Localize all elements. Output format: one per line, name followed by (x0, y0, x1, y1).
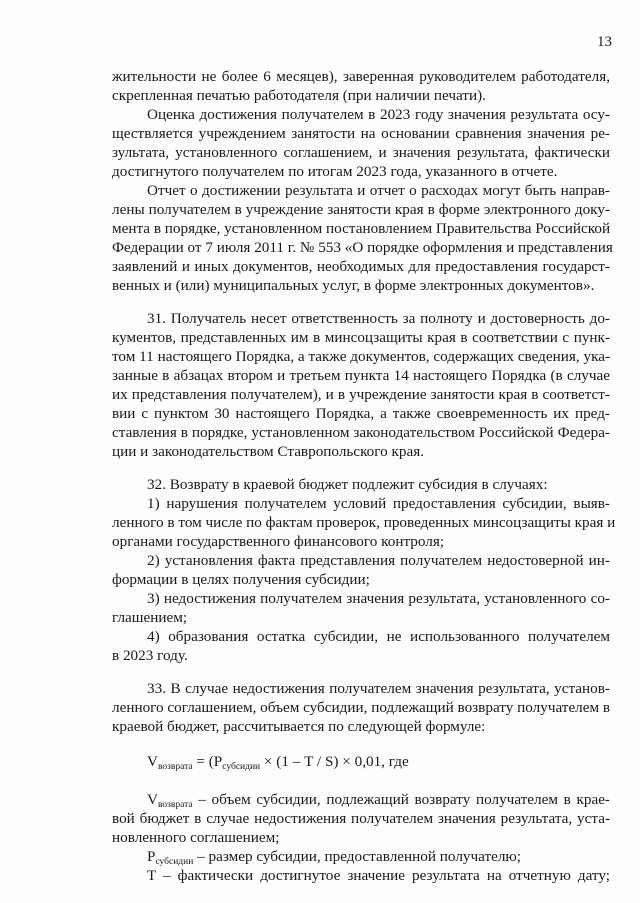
text-line: ленного соглашением, объем субсидии, подлежащий возврату получателем в (112, 699, 611, 716)
text-line: жительности не более 6 месяцев), заверенная руководителем работодателя, (112, 68, 610, 85)
text-line: новленного соглашением; (112, 829, 280, 846)
definition-t (112, 866, 610, 885)
text-line: глашением; (112, 609, 188, 626)
list-item (112, 494, 616, 551)
text-line: органами государственного финансового контроля; (112, 533, 445, 550)
text-line: 4) образования остатка субсидии, не использованного получателем (147, 628, 610, 645)
text-line: формации в целях получения субсидии; (112, 571, 370, 588)
text-line: их представления получателем), и в учреждение занятости края в соответст- (112, 386, 610, 403)
text-line: 31. Получатель несет ответственность за полноту и достоверность до- (147, 310, 610, 327)
formula-gap (112, 736, 610, 752)
def-v-symbol: V (147, 791, 158, 808)
text-line: скрепленная печатью работодателя (при наличии печати). (112, 87, 486, 104)
text-line: достигнутого получателем по итогам 2023 года, указанного в отчете. (112, 163, 558, 180)
list-item (112, 589, 610, 627)
text-line: ции и законодательством Ставропольского края. (112, 443, 425, 460)
text-line: заявлений и иных документов, необходимых для предоставления государст- (112, 258, 610, 275)
text-line (112, 847, 610, 866)
formula-rest: × (1 – T / S) × 0,01, где (260, 753, 409, 770)
text-line: 2) установления факта представления получателем недостоверной ин- (147, 552, 610, 569)
paragraph-continuation (112, 67, 610, 105)
text-line: занные в абзацах втором и третьем пункта 14 настоящего Порядка (в случае (112, 367, 610, 384)
def-v-text: – объем субсидии, подлежащий возврату получателем в крае- (192, 791, 610, 808)
text-line: мента в порядке, установленном постановлением Правительства Российской (112, 220, 611, 237)
text-line: зультата, установленного соглашением, и значения результата, фактически (112, 144, 610, 161)
formula-v-subscript: возврата (157, 762, 193, 772)
text-line: ленного в том числе по фактам проверок, проведенных минсоцзащиты края и (112, 514, 616, 531)
list-item (112, 551, 610, 589)
paragraph-32 (112, 475, 616, 665)
refund-formula (112, 752, 610, 774)
list-item (112, 627, 610, 665)
text-line: 1) нарушения получателем условий предоставления субсидии, выяв- (147, 495, 610, 512)
text-line: кументов, представленных им в минсоцзащиты края в соответствии с пунк- (112, 329, 610, 346)
paragraph-gap (112, 295, 610, 309)
formula-equals: = (P (192, 753, 223, 770)
paragraph-31 (112, 309, 610, 461)
paragraph-report (112, 181, 613, 295)
text-line: венных и (или) муниципальных услуг, в форме электронных документов». (112, 277, 595, 294)
def-v-subscript: возврата (157, 800, 193, 810)
definition-p (112, 847, 610, 866)
paragraph-gap (112, 461, 610, 475)
def-p-symbol: P (147, 848, 156, 865)
text-line: том 11 настоящего Порядка, а также документов, содержащих сведения, ука- (112, 348, 611, 365)
text-line: 32. Возврату в краевой бюджет подлежит субсидия в случаях: (147, 476, 548, 493)
def-p-subscript: субсидии (155, 857, 194, 867)
text-line: T – фактически достигнутое значение результата на отчетную дату; (147, 867, 610, 884)
text-line (112, 790, 610, 809)
document-body (112, 67, 616, 885)
page-number: 13 (597, 34, 612, 50)
text-line: лены получателем в учреждение занятости края в форме электронного доку- (112, 201, 610, 218)
text-line: 33. В случае недостижения получателем значения результата, установ- (147, 680, 610, 697)
formula-gap (112, 774, 610, 790)
text-line: 3) недостижения получателем значения результата, установленного со- (147, 590, 610, 607)
paragraph-gap (112, 665, 610, 679)
text-line: краевой бюджет, рассчитывается по следующей формуле: (112, 718, 486, 735)
text-line: ществляется учреждением занятости на основании сравнения значения ре- (112, 125, 610, 142)
formula-v: V (147, 753, 158, 770)
text-line: вии с пунктом 30 настоящего Порядка, а также своевременность их пред- (112, 405, 610, 422)
definition-v (112, 790, 610, 847)
paragraph-33 (112, 679, 610, 736)
text-line: ставления в порядке, установленном законодательством Российской Федера- (112, 424, 610, 441)
paragraph-assessment (112, 105, 610, 181)
text-line: вой бюджет в случае недостижения получателем значения результата, уста- (112, 810, 610, 827)
text-line: Федерации от 7 июля 2011 г. № 553 «О порядке оформления и представления (112, 239, 613, 256)
def-p-text: – размер субсидии, предоставленной получателю; (193, 848, 521, 865)
text-line: в 2023 году. (112, 647, 188, 664)
text-line: Оценка достижения получателем в 2023 году значения результата осу- (147, 106, 610, 123)
formula-p-subscript: субсидии (222, 762, 261, 772)
text-line: Отчет о достижении результата и отчет о расходах могут быть направ- (147, 182, 610, 199)
